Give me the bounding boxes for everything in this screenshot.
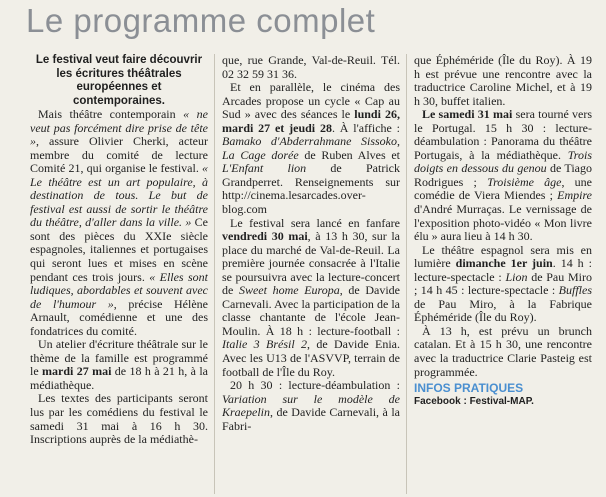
text-run: , à 13 h 30, sur la place du marché de Val-de-Reuil. La première journée consacrée à l'Italie se poursuivra avec la lecture-concert de (222, 229, 400, 298)
text-run: sera tourné vers le Portugal. 15 h 30 : lecture-déambulation : Panorama du théâtre Portugais, à la médiathèque. (414, 107, 592, 162)
play-title: Troisième âge (487, 174, 562, 189)
text-run: Ce sont des pièces du XXIe siècle espagnoles, italiennes et portugaises qui seront lues et mises en scène pendant ces trois jours. (30, 215, 208, 284)
body-paragraph (414, 244, 592, 325)
text-run: , de Davide Carnevali. Avec la participation de la classe chantante de l'école Jean-Moulin. À 18 h : lecture-football : (222, 283, 400, 338)
play-title: Italie 3 Brésil 2 (222, 337, 308, 352)
text-run: d'André Murraças. Le vernissage de l'exposition photo-vidéo « Mon livre élu » aura lieu à 14 h 30. (414, 202, 592, 244)
play-title: Buffles (558, 283, 592, 298)
quote: « ne veut pas forcément dire prise de tête » (30, 107, 208, 149)
film-title: Bamako d'Abderrahmane Sissoko (222, 134, 397, 149)
text-run: , de Davide Enia. Avec les U13 de l'ASVVP, terrain de football de l'Île du Roy. (222, 337, 400, 379)
body-paragraph (30, 338, 208, 392)
play-title: Variation sur le modèle de Kraepelin (222, 391, 400, 420)
text-run: Et en parallèle, le cinéma des Arcades propose un cycle « Cap au Sud » avec des séances le (222, 80, 400, 122)
body-paragraph (222, 379, 400, 433)
play-title: Lion (505, 269, 528, 284)
body-paragraph: que Éphéméride (Île du Roy). À 19 h est prévue une rencontre avec la traductrice Caroline Michel, et à 19 h 30, buffet italien. (414, 54, 592, 108)
body-paragraph (30, 108, 208, 338)
body-paragraph (222, 217, 400, 380)
text-run: 20 h 30 : lecture-déambulation : (230, 378, 400, 393)
date: dimanche 1er juin (455, 256, 553, 271)
text-run: Mais théâtre contemporain (38, 107, 184, 121)
text-run: Le théâtre espagnol sera mis en lumière (414, 242, 592, 271)
body-paragraph (222, 81, 400, 216)
play-title: Sweet home Europa (238, 283, 340, 298)
text-run: . 14 h : lecture-spectacle : (414, 256, 592, 284)
text-run: , assure Olivier Cherki, acteur membre du comité de lecture Comité 21, qui organise le festival. (30, 134, 208, 176)
info-heading: INFOS PRATIQUES (414, 381, 524, 396)
text-run: , de Davide Carnevali, à la Fabri- (222, 405, 400, 433)
article-column-3 (414, 54, 592, 494)
body-paragraph: que, rue Grande, Val-de-Reuil. Tél. 02 32 59 31 36. (222, 54, 400, 81)
text-run: , précise Hélène Arnault, comédienne et une des fondatrices du comité. (30, 296, 208, 338)
text-run: de Patrick Grandperret. Renseignements sur http://cinema.lesarcades.over-blog.com (222, 161, 400, 217)
film-title: L'Enfant lion (222, 161, 307, 176)
date: mardi 27 mai (42, 364, 112, 379)
text-run: de Pau Miro, à la Fabrique Éphéméride (Île du Roy). (414, 296, 592, 325)
date: lundi 26, mardi 27 et jeudi 28 (222, 107, 400, 135)
date: Le samedi 31 mai (422, 107, 513, 122)
play-title: Trois doigts en dessous du genou (414, 147, 592, 176)
body-paragraph (414, 108, 592, 243)
text-run: Le festival sera lancé en fanfare (230, 215, 400, 230)
facebook-info: Facebook : Festival-MAP. (414, 396, 534, 408)
text-run: . À l'affiche : (331, 120, 400, 135)
quote: « Le théâtre est un art populaire, à destination de tous. Le but de festival est aussi de sortir le théâtre du théâtre, d'aller dans la ville. » (30, 161, 208, 230)
text-run: Un atelier d'écriture théâtrale sur le thème de la famille est programmé le (30, 337, 208, 379)
text-run: , (397, 134, 400, 149)
text-run: de 18 h à 21 h, à la médiathèque. (30, 364, 208, 392)
article-column-1 (30, 54, 208, 494)
body-paragraph: À 13 h, est prévu un brunch catalan. Et à 15 h 30, une rencontre avec la traductrice Clarie Pasteig est programmée. (414, 323, 592, 379)
quote: « Elles sont ludiques, abordables et souvent avec de l'humour » (30, 269, 208, 311)
text-run: , une comédie de Viera Miendes ; (414, 174, 592, 203)
play-title: Empire (557, 188, 592, 203)
lead-paragraph: Le festival veut faire découvrir les écritures théâtrales européennes et contemporaines. (35, 54, 203, 107)
text-run: de Ruben Alves et (298, 147, 400, 162)
date: vendredi 30 mai (222, 229, 308, 244)
body-paragraph: Les textes des participants seront lus par les comédiens du festival le samedi 31 mai à 16 h 30. Inscriptions auprès de la médiathè- (30, 391, 208, 447)
column-divider (214, 54, 215, 494)
film-title: La Cage dorée (222, 147, 299, 162)
text-run: de Pau Miro ; 14 h 45 : lecture-spectacle : (414, 269, 592, 298)
page-title: Le programme complet (26, 2, 376, 39)
text-run: de Tiago Rodrigues ; (414, 161, 592, 189)
article-column-2 (222, 54, 400, 494)
column-divider (406, 54, 407, 494)
